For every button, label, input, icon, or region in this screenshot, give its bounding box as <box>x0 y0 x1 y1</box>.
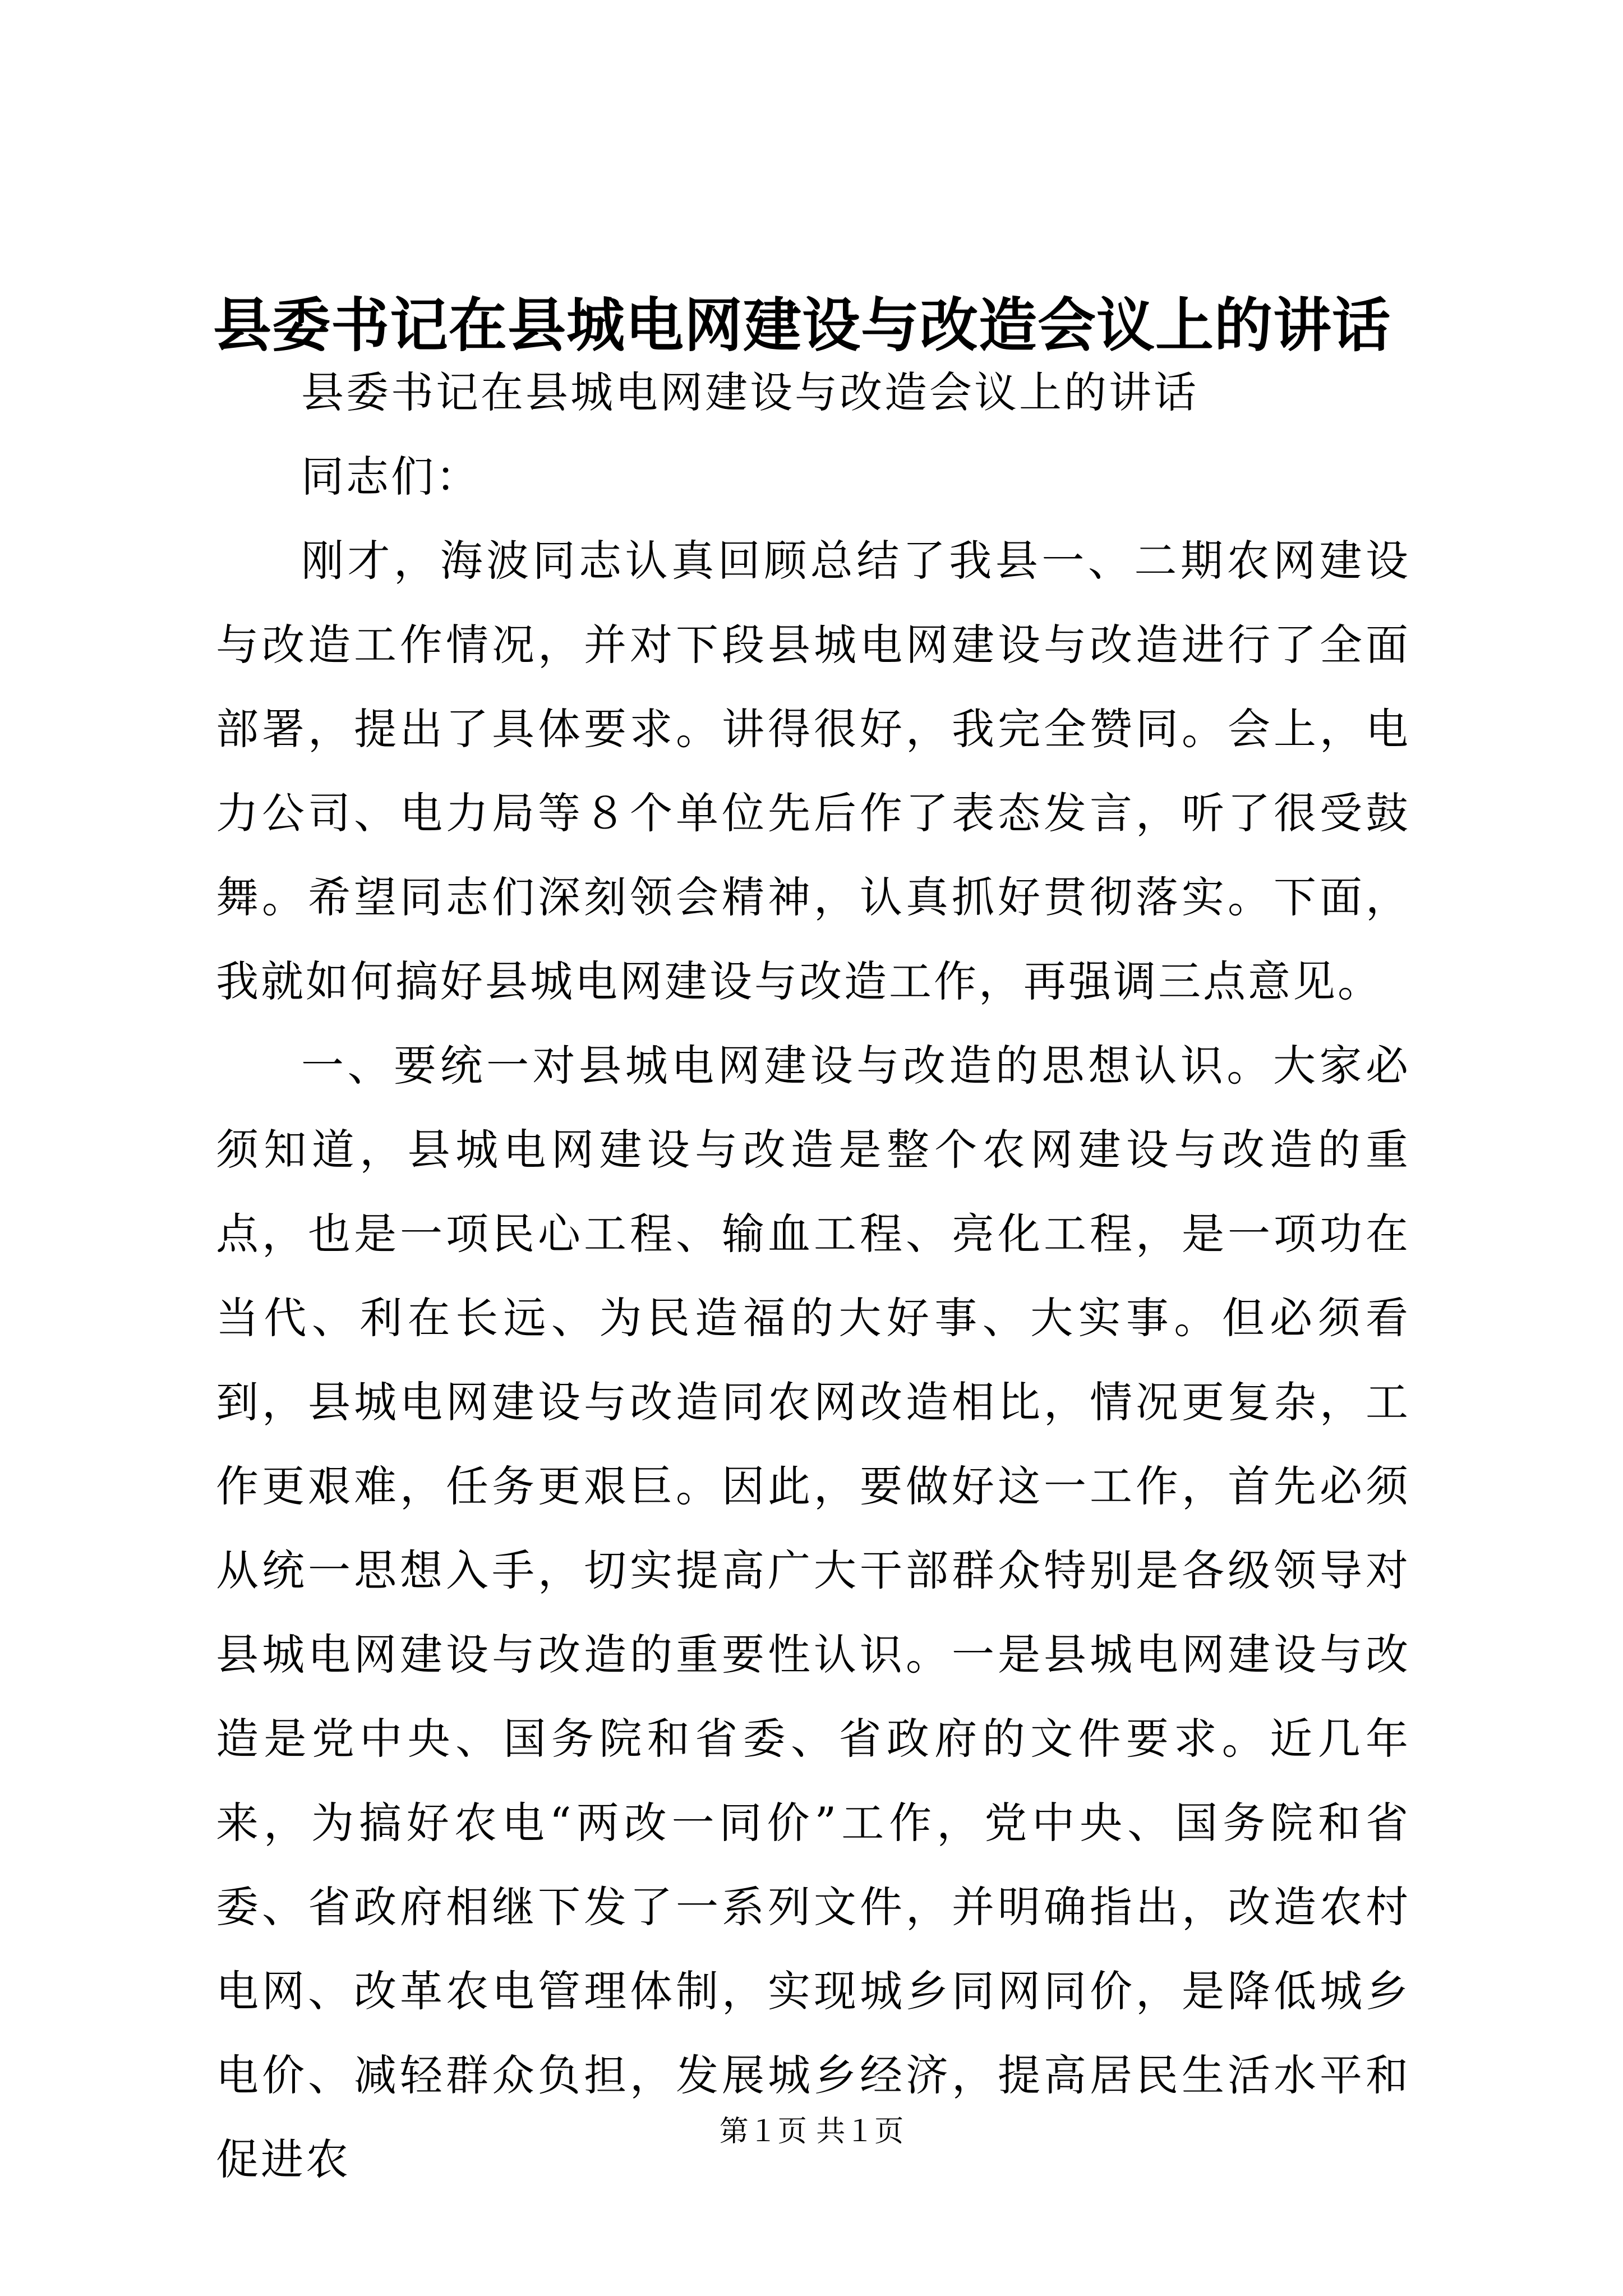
paragraph-subtitle: 县委书记在县城电网建设与改造会议上的讲话 <box>301 367 1198 417</box>
page-footer: 第１页 共１页 <box>719 2115 904 2148</box>
document-body <box>216 351 1410 2202</box>
paragraph-salutation: 同志们： <box>301 452 481 501</box>
document-title: 县委书记在县城电网建设与改造会议上的讲话 <box>213 291 1391 360</box>
paragraph-point-one: 一、要统一对县城电网建设与改造的思想认识。大家必须知道，县城电网建设与改造是整个农网建设与改造的重点，也是一项民心工程、输血工程、亮化工程，是一项功在当代、利在长远、为民造福的大好事、大实事。但必须看到，县城电网建设与改造同农网改造相比，情况更复杂，工作更艰难，任务更艰巨。因此，要做好这一工作，首先必须从统一思想入手，切实提高广大干部群众特别是各级领导对县城电网建设与改造的重要性认识。一是县城电网建设与改造是党中央、国务院和省委、省政府的文件要求。近几年来，为搞好农电“两改一同价”工作，党中央、国务院和省委、省政府相继下发了一系列文件，并明确指出，改造农村电网、改革农电管理体制，实现城乡同网同价，是降低城乡电价、减轻群众负担，发展城乡经济，提高居民生活水平和促进农 <box>216 1041 1410 2184</box>
paragraph-intro: 刚才，海波同志认真回顾总结了我县一、二期农网建设与改造工作情况，并对下段县城电网建设与改造进行了全面部署，提出了具体要求。讲得很好，我完全赞同。会上，电力公司、电力局等８个单位先后作了表态发言，听了很受鼓舞。希望同志们深刻领会精神，认真抓好贯彻落实。下面，我就如何搞好县城电网建设与改造工作，再强调三点意见。 <box>216 536 1410 1006</box>
